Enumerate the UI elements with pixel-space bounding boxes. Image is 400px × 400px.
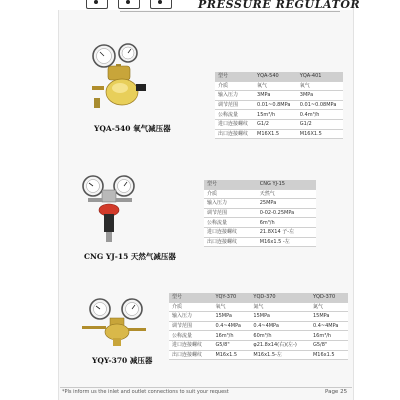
table-row <box>215 119 343 129</box>
row-label: 输入压力 <box>215 91 254 101</box>
row-label: 调节范围 <box>169 321 212 331</box>
table-cell: G1/2 <box>254 119 297 129</box>
spec-table-cng-yj-15 <box>204 180 316 247</box>
table-row <box>215 91 343 101</box>
table-cell: 15MPa <box>250 312 310 322</box>
table-cell: 15m³/h <box>254 110 297 120</box>
row-label: 介质 <box>204 189 257 199</box>
cng-yj-15-regulator-image <box>80 172 146 248</box>
table-row <box>215 81 343 91</box>
row-label: 调节范围 <box>215 100 254 110</box>
table-cell: G5/8" <box>212 340 250 350</box>
table-cell: M16x1.5-左 <box>250 350 310 360</box>
footer-note: *Pls inform us the inlet and outlet connections to suit your request <box>62 389 229 395</box>
table-row <box>215 110 343 120</box>
table-cell: 0-02-0.25MPa <box>257 208 316 218</box>
page-number: Page 25 <box>325 389 348 395</box>
product-caption: YQA-540 氧气减压器 <box>94 124 171 133</box>
table-cell: 60m³/h <box>250 331 310 341</box>
row-label: 进口连接螺纹 <box>215 119 254 129</box>
table-row <box>204 237 316 247</box>
table-row <box>215 100 343 110</box>
table-row <box>169 331 348 341</box>
table-cell: 15MPa <box>310 312 348 322</box>
table-cell: M16x1.5 <box>212 350 250 360</box>
table-cell: 16m³/h <box>310 331 348 341</box>
page-title: PRESSURE REGULATOR <box>198 0 361 11</box>
yqy-370-regulator-image <box>80 296 156 352</box>
table-row <box>215 129 343 139</box>
spec-table-yqa-540 <box>215 72 343 139</box>
row-label: 输入压力 <box>204 199 257 209</box>
table-cell: M16x1.5 <box>310 350 348 360</box>
table-cell: 21.8X14 子-左 <box>257 227 316 237</box>
table-row <box>169 302 348 312</box>
table-row <box>204 218 316 228</box>
regulator-thumb-icon <box>150 0 172 9</box>
table-cell: 氧气 <box>254 81 297 91</box>
table-cell: 0.01~0.8MPa <box>254 100 297 110</box>
footer-divider <box>60 387 352 388</box>
table-header-row <box>215 72 343 81</box>
table-row <box>169 340 348 350</box>
table-cell: M16X1.5 <box>297 129 343 139</box>
table-cell: φ21.8x14(右)(左-) <box>250 340 310 350</box>
table-cell: 25MPa <box>257 199 316 209</box>
table-row <box>169 312 348 322</box>
table-cell: 3MPa <box>254 91 297 101</box>
table-cell: 氧气 <box>297 81 343 91</box>
spec-table-yqy-370 <box>169 293 348 360</box>
row-label: 输入压力 <box>169 312 212 322</box>
header-divider <box>120 11 340 12</box>
table-row <box>204 189 316 199</box>
product-caption: YQY-370 减压器 <box>92 356 153 365</box>
row-label: 公称流量 <box>204 218 257 228</box>
table-cell: G5/8" <box>310 340 348 350</box>
table-header-row <box>204 180 316 189</box>
row-label: 进口连接螺纹 <box>204 227 257 237</box>
row-label: 进口连接螺纹 <box>169 340 212 350</box>
table-cell: 0.4~4MPa <box>250 321 310 331</box>
column-header: 型号 <box>169 293 212 302</box>
yqa-540-regulator-image <box>86 40 156 120</box>
table-cell: 6m³/h <box>257 218 316 228</box>
table-cell: 0.4m³/h <box>297 110 343 120</box>
table-row <box>204 227 316 237</box>
table-row <box>204 199 316 209</box>
column-header: YQA-401 <box>297 72 343 81</box>
table-cell: M16X1.5 <box>254 129 297 139</box>
table-row <box>169 350 348 360</box>
table-cell: 0.4~4MPa <box>310 321 348 331</box>
table-row <box>204 208 316 218</box>
row-label: 公称流量 <box>169 331 212 341</box>
table-cell: 氮气 <box>310 302 348 312</box>
table-cell: 3MPa <box>297 91 343 101</box>
column-header: CNG YJ-15 <box>257 180 316 189</box>
column-header: YQD-370 <box>250 293 310 302</box>
table-cell: 氮气 <box>250 302 310 312</box>
product-caption: CNG YJ-15 天然气减压器 <box>84 252 176 261</box>
table-cell: 氧气 <box>212 302 250 312</box>
row-label: 调节范围 <box>204 208 257 218</box>
row-label: 出口连接螺纹 <box>204 237 257 247</box>
row-label: 介质 <box>215 81 254 91</box>
column-header: 型号 <box>204 180 257 189</box>
regulator-thumb-icon <box>86 0 108 9</box>
row-label: 出口连接螺纹 <box>169 350 212 360</box>
table-cell: 16m³/h <box>212 331 250 341</box>
row-label: 公称流量 <box>215 110 254 120</box>
column-header: 型号 <box>215 72 254 81</box>
table-cell: 15MPa <box>212 312 250 322</box>
table-row <box>169 321 348 331</box>
table-cell: M16x1.5 -左 <box>257 237 316 247</box>
row-label: 介质 <box>169 302 212 312</box>
table-cell: 天然气 <box>257 189 316 199</box>
table-cell: 0.4~4MPa <box>212 321 250 331</box>
column-header: YQD-370 <box>310 293 348 302</box>
table-header-row <box>169 293 348 302</box>
table-cell: G1/2 <box>297 119 343 129</box>
table-cell: 0.01~0.08MPa <box>297 100 343 110</box>
row-label: 出口连接螺纹 <box>215 129 254 139</box>
column-header: YQY-370 <box>212 293 250 302</box>
regulator-thumb-icon <box>118 0 140 9</box>
column-header: YQA-540 <box>254 72 297 81</box>
